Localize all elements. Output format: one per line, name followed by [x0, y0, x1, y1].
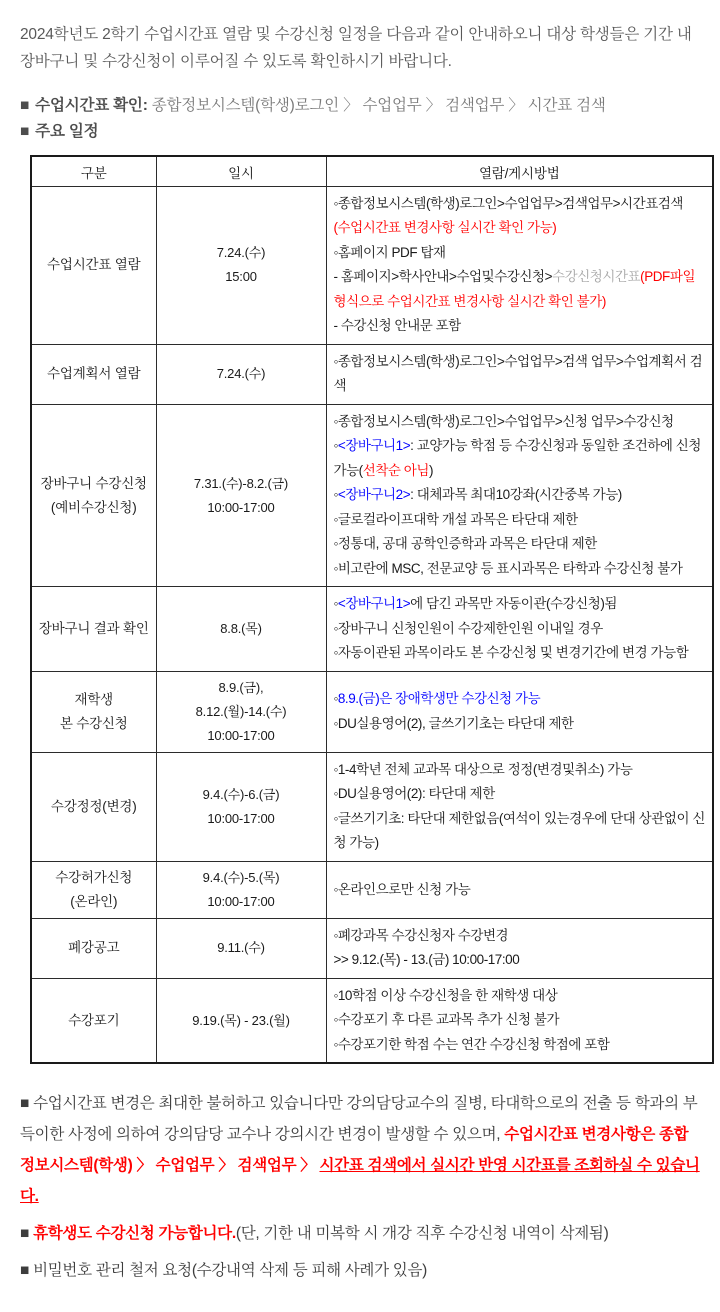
text-segment: 수강신청시간표 [552, 269, 641, 285]
method-line [334, 641, 707, 666]
date-cell [156, 978, 326, 1063]
text-segment: - 홈페이지>학사안내>수업및수강신청> [333, 269, 553, 285]
table-row [31, 861, 713, 918]
method-cell [326, 344, 713, 404]
category-line: 장바구니 결과 확인 [38, 621, 149, 637]
timetable-check-bullet [20, 93, 702, 119]
main-schedule-label: 주요 일정 [35, 123, 99, 141]
date-line: 10:00-17:00 [207, 810, 275, 826]
text-segment: ◦폐강과목 수강신청자 수강변경 [333, 927, 509, 943]
method-cell [326, 186, 713, 344]
text-segment: ◦글쓰기기초: 타단대 제한없음(여석이 있는경우에 단대 상관없이 신청 가능) [333, 810, 705, 851]
text-segment: 8.9.(금)은 장애학생만 수강신청 가능 [337, 691, 541, 707]
method-line [334, 1033, 707, 1058]
category-line: (예비수강신청) [50, 499, 137, 515]
text-segment: ■ 비밀번호 관리 철저 요청(수강내역 삭제 등 피해 사례가 있음) [20, 1262, 427, 1280]
table-row [31, 978, 713, 1063]
method-cell [326, 752, 713, 861]
category-cell [31, 186, 156, 344]
category-line: 재학생 [74, 691, 114, 707]
method-line [334, 557, 707, 582]
method-line [334, 878, 707, 903]
date-line: 9.11.(수) [217, 940, 265, 956]
category-cell [31, 587, 156, 672]
text-segment: <장바구니1> [337, 596, 411, 612]
date-line: 8.9.(금), [218, 679, 264, 695]
method-line [334, 265, 707, 314]
date-line: 8.12.(월)-14.(수) [195, 703, 287, 719]
text-segment: ◦비고란에 MSC, 전문교양 등 표시과목은 타학과 수강신청 불가 [333, 560, 683, 576]
date-cell [156, 671, 326, 752]
category-line: 폐강공고 [68, 940, 120, 956]
text-segment: ◦10학점 이상 수강신청을 한 재학생 대상 [333, 987, 558, 1003]
text-segment: 시간표 검색에서 실시간 반영 시간표를 조회하실 수 있습니다. [20, 1157, 700, 1206]
text-segment: ◦온라인으로만 신청 가능 [333, 881, 471, 897]
square-bullet-icon: ■ [20, 123, 30, 141]
method-cell [326, 671, 713, 752]
text-segment: (수업시간표 변경사항 실시간 확인 가능) [333, 220, 557, 236]
date-line: 9.19.(목) - 23.(월) [192, 1012, 290, 1028]
method-line [334, 410, 707, 435]
date-line: 7.24.(수) [216, 366, 266, 382]
text-segment: >> 9.12.(목) - 13.(금) 10:00-17:00 [333, 952, 520, 968]
text-segment: ◦종합정보시스템(학생)로그인>수업업무>검색업무>시간표검색 [333, 195, 684, 211]
text-segment: (PDF파일 형식으로 수업시간표 변경사항 실시간 확인 불가) [333, 269, 696, 309]
category-line: 수강정정(변경) [50, 798, 137, 814]
text-segment: - 수강신청 안내문 포함 [333, 318, 461, 334]
text-segment: ◦자동이관된 과목이라도 본 수강신청 및 변경기간에 변경 가능함 [333, 645, 689, 661]
intro-text: 2024학년도 2학기 수업시간표 열람 및 수강신청 일정을 다음과 같이 안내하오니 대상 학생들은 기간 내 장바구니 및 수강신청이 이루어질 수 있도록 확인하시기 바랍니다. [20, 26, 692, 70]
header-category: 구분 [31, 156, 156, 186]
text-segment: ■ [20, 1095, 34, 1113]
text-segment: ◦글로컬라이프대학 개설 과목은 타단대 제한 [333, 511, 578, 527]
header-date: 일시 [156, 156, 326, 186]
table-row [31, 587, 713, 672]
text-segment: 에 담긴 과목만 자동이관(수강신청)됨 [410, 596, 617, 612]
date-cell [156, 918, 326, 978]
text-segment: ◦ [333, 691, 338, 707]
date-line: 8.8.(목) [220, 621, 262, 637]
text-segment: ■ [20, 1225, 34, 1243]
method-line [334, 617, 707, 642]
text-segment: ◦1-4학년 전체 교과목 대상으로 정정(변경및취소) 가능 [333, 761, 633, 777]
table-header-row [31, 156, 713, 186]
category-cell [31, 752, 156, 861]
text-segment: <장바구니2> [337, 487, 411, 503]
method-cell [326, 918, 713, 978]
date-cell [156, 404, 326, 587]
category-cell [31, 918, 156, 978]
method-line [334, 508, 707, 533]
category-line: 수강포기 [68, 1012, 120, 1028]
date-cell [156, 344, 326, 404]
text-segment: (단, 기한 내 미복학 시 개강 직후 수강신청 내역이 삭제됨) [235, 1225, 609, 1243]
method-line [334, 216, 707, 241]
table-row [31, 918, 713, 978]
method-line [334, 483, 707, 508]
method-line [334, 1008, 707, 1033]
table-row [31, 671, 713, 752]
timetable-check-label: 수업시간표 확인: [35, 97, 148, 115]
text-segment: ◦ [333, 438, 338, 454]
method-line [334, 532, 707, 557]
text-segment: ◦ [333, 487, 338, 503]
method-line [334, 592, 707, 617]
method-line [334, 984, 707, 1009]
method-line [334, 924, 707, 949]
text-segment: ◦DU실용영어(2): 타단대 제한 [333, 786, 495, 802]
method-line [334, 948, 707, 973]
footer-note [20, 1255, 702, 1286]
method-line [334, 712, 707, 737]
square-bullet-icon: ■ [20, 97, 30, 115]
category-cell [31, 978, 156, 1063]
category-line: 수업시간표 열람 [47, 257, 141, 273]
category-cell [31, 671, 156, 752]
text-segment: : 대체과목 최대10강좌(시간중복 가능) [410, 487, 622, 503]
timetable-check-path: 종합정보시스템(학생)로그인 〉 수업업무 〉 검색업무 〉 시간표 검색 [147, 97, 606, 115]
table-row [31, 186, 713, 344]
method-line [334, 434, 707, 483]
category-line: (온라인) [70, 893, 118, 909]
text-segment: 수업시간표 변경은 최대한 불허하고 있습니다만 강의담당교수의 질병, 타대학으로의 전출 등 학과의 부득이한 사정에 의하여 강의담당 교수나 강의시간 변경이 발생할 수 있으며, [20, 1095, 698, 1144]
text-segment: ◦수강포기 후 다른 교과목 추가 신청 불가 [333, 1012, 560, 1028]
schedule-table [30, 155, 714, 1064]
method-line [334, 314, 707, 339]
text-segment: ◦종합정보시스템(학생)로그인>수업업무>신청 업무>수강신청 [333, 413, 674, 429]
date-line: 15:00 [225, 269, 257, 285]
header-method: 열람/게시방법 [326, 156, 713, 186]
category-line: 수업계획서 열람 [47, 366, 141, 382]
date-cell [156, 186, 326, 344]
date-line: 7.31.(수)-8.2.(금) [193, 475, 289, 491]
table-row [31, 404, 713, 587]
footer-notes [20, 1088, 702, 1286]
date-cell [156, 752, 326, 861]
text-segment: 휴학생도 수강신청 가능합니다. [33, 1225, 236, 1243]
footer-note [20, 1218, 702, 1249]
method-cell [326, 978, 713, 1063]
method-line [334, 192, 707, 217]
method-line [334, 350, 707, 399]
text-segment: : 교양가능 학점 등 수강신청과 동일한 조건하에 신청가능( [333, 438, 701, 478]
category-cell [31, 344, 156, 404]
method-cell [326, 404, 713, 587]
method-line [334, 782, 707, 807]
table-row [31, 344, 713, 404]
text-segment: ◦정통대, 공대 공학인증학과 과목은 타단대 제한 [333, 536, 597, 552]
method-line [334, 807, 707, 856]
method-cell [326, 587, 713, 672]
date-line: 10:00-17:00 [207, 893, 275, 909]
date-line: 10:00-17:00 [207, 499, 275, 515]
text-segment: 수업시간표 변경사항은 종합정보시스템(학생) 〉 수업업무 〉 검색업무 〉 [20, 1126, 689, 1175]
category-cell [31, 404, 156, 587]
text-segment: 선착순 아님 [362, 462, 429, 478]
method-cell [326, 861, 713, 918]
category-line: 본 수강신청 [59, 715, 128, 731]
text-segment: ) [429, 462, 434, 478]
method-line [334, 758, 707, 783]
date-line: 9.4.(수)-6.(금) [202, 786, 280, 802]
text-segment: ◦장바구니 신청인원이 수강제한인원 이내일 경우 [333, 620, 603, 636]
category-line: 수강허가신청 [55, 869, 133, 885]
text-segment: ◦홈페이지 PDF 탑재 [333, 244, 446, 260]
text-segment: ◦DU실용영어(2), 글쓰기기초는 타단대 제한 [333, 715, 574, 731]
category-cell [31, 861, 156, 918]
text-segment: ◦ [333, 596, 338, 612]
table-row [31, 752, 713, 861]
date-cell [156, 861, 326, 918]
method-line [334, 241, 707, 266]
method-line [334, 687, 707, 712]
text-segment: ◦수강포기한 학점 수는 연간 수강신청 학점에 포함 [333, 1036, 610, 1052]
date-line: 10:00-17:00 [207, 727, 275, 743]
category-line: 장바구니 수강신청 [40, 475, 147, 491]
date-line: 7.24.(수) [216, 245, 266, 261]
date-cell [156, 587, 326, 672]
footer-note [20, 1088, 702, 1212]
main-schedule-bullet [20, 119, 702, 145]
text-segment: <장바구니1> [337, 438, 411, 454]
date-line: 9.4.(수)-5.(목) [202, 869, 280, 885]
text-segment: ◦종합정보시스템(학생)로그인>수업업무>검색 업무>수업계획서 검색 [333, 353, 703, 394]
